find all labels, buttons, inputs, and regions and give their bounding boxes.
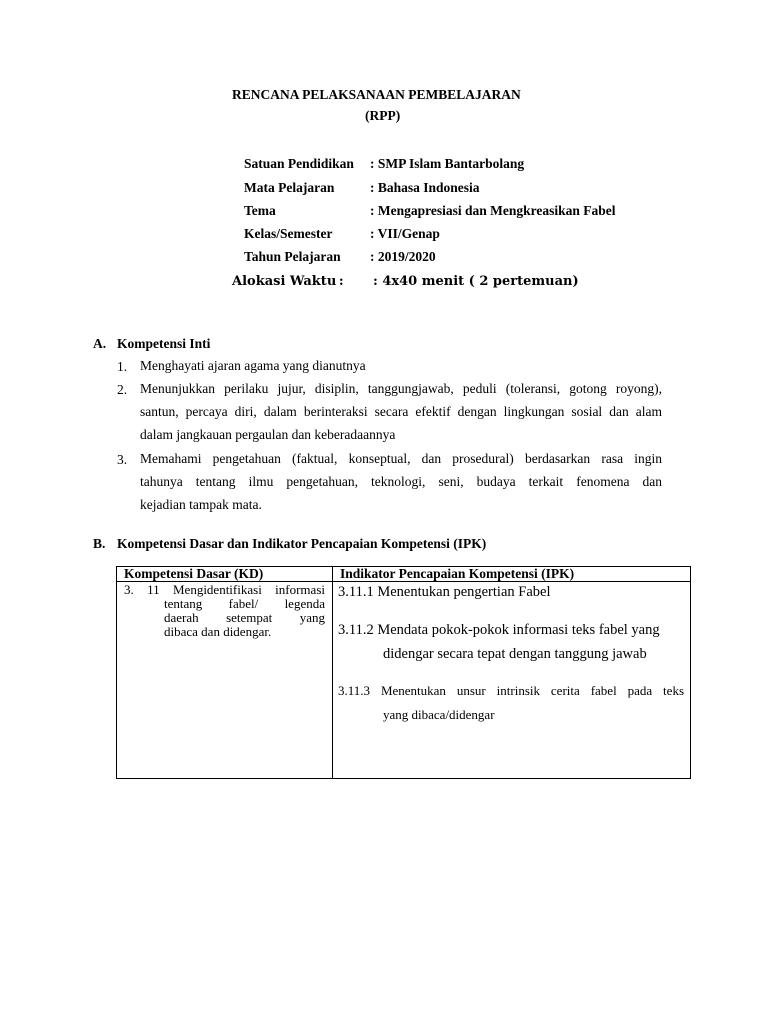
table-row bbox=[117, 582, 691, 779]
section-letter: B. bbox=[93, 536, 106, 551]
kd-line: 3. 11 Mengidentifikasi informasi bbox=[124, 582, 325, 597]
ki-line: Menghayati ajaran agama yang dianutnya bbox=[140, 358, 366, 373]
info-value: : Bahasa Indonesia bbox=[370, 180, 480, 195]
ki-text bbox=[140, 377, 662, 446]
alokasi-value: : 4x40 menit ( 2 pertemuan) bbox=[373, 274, 579, 289]
kd-line: dibaca dan didengar. bbox=[164, 624, 272, 639]
table-header-row bbox=[117, 567, 691, 582]
kd-cell bbox=[117, 582, 333, 779]
ki-number: 3. bbox=[117, 452, 128, 467]
ipk-item-2-cont: didengar secara tepat dengan tanggung jawab bbox=[383, 646, 647, 662]
ipk-item-3-cont: yang dibaca/didengar bbox=[383, 707, 495, 722]
ki-text bbox=[140, 354, 662, 377]
info-label: Tahun Pelajaran bbox=[244, 249, 341, 264]
kd-line: tentang fabel/ legenda bbox=[164, 596, 325, 611]
ki-line: tahunya tentang ilmu pengetahuan, teknologi, seni, budaya terkait fenomena dan bbox=[140, 474, 662, 489]
section-a-heading bbox=[93, 336, 210, 352]
info-value: : SMP Islam Bantarbolang bbox=[370, 156, 525, 171]
kd-ipk-table bbox=[116, 566, 691, 779]
section-b-heading bbox=[93, 536, 486, 552]
title-line-2: (RPP) bbox=[365, 108, 401, 123]
ki-number: 1. bbox=[117, 359, 128, 374]
section-title: Kompetensi Inti bbox=[117, 336, 211, 351]
ki-line: dalam jangkauan pergaulan dan keberadaannya bbox=[140, 427, 396, 442]
ki-line: Memahami pengetahuan (faktual, konseptual, dan prosedural) berdasarkan rasa ingin bbox=[140, 451, 662, 466]
info-value: : Mengapresiasi dan Mengkreasikan Fabel bbox=[370, 203, 616, 218]
info-label: Tema bbox=[244, 203, 276, 218]
ki-line: Menunjukkan perilaku jujur, disiplin, tanggungjawab, peduli (toleransi, gotong royong), bbox=[140, 381, 662, 396]
info-label: Satuan Pendidikan bbox=[244, 156, 354, 171]
ipk-item-2: 3.11.2 Mendata pokok-pokok informasi teks fabel yang bbox=[338, 622, 660, 638]
ipk-item-1: 3.11.1 Menentukan pengertian Fabel bbox=[338, 584, 551, 600]
section-letter: A. bbox=[93, 336, 107, 351]
header-ipk: Indikator Pencapaian Kompetensi (IPK) bbox=[333, 567, 691, 582]
title-line-1: RENCANA PELAKSANAAN PEMBELAJARAN bbox=[232, 87, 521, 102]
info-value: : 2019/2020 bbox=[370, 249, 436, 264]
header-kd: Kompetensi Dasar (KD) bbox=[117, 567, 333, 582]
ki-line: kejadian tampak mata. bbox=[140, 497, 262, 512]
ipk-item-3: 3.11.3 Menentukan unsur intrinsik cerita fabel pada teks bbox=[338, 683, 684, 698]
ki-line: santun, percaya diri, dalam berinteraksi secara efektif dengan lingkungan sosial dan alam bbox=[140, 404, 662, 419]
alokasi-label: Alokasi Waktu : bbox=[232, 274, 344, 289]
info-label: Kelas/Semester bbox=[244, 226, 333, 241]
section-title: Kompetensi Dasar dan Indikator Pencapaian Kompetensi (IPK) bbox=[117, 536, 487, 551]
kd-line: daerah setempat yang bbox=[164, 610, 325, 625]
ki-text bbox=[140, 447, 662, 516]
ipk-cell bbox=[333, 582, 691, 779]
kd-text bbox=[124, 583, 325, 639]
ki-number: 2. bbox=[117, 382, 128, 397]
info-value: : VII/Genap bbox=[370, 226, 440, 241]
info-label: Mata Pelajaran bbox=[244, 180, 335, 195]
